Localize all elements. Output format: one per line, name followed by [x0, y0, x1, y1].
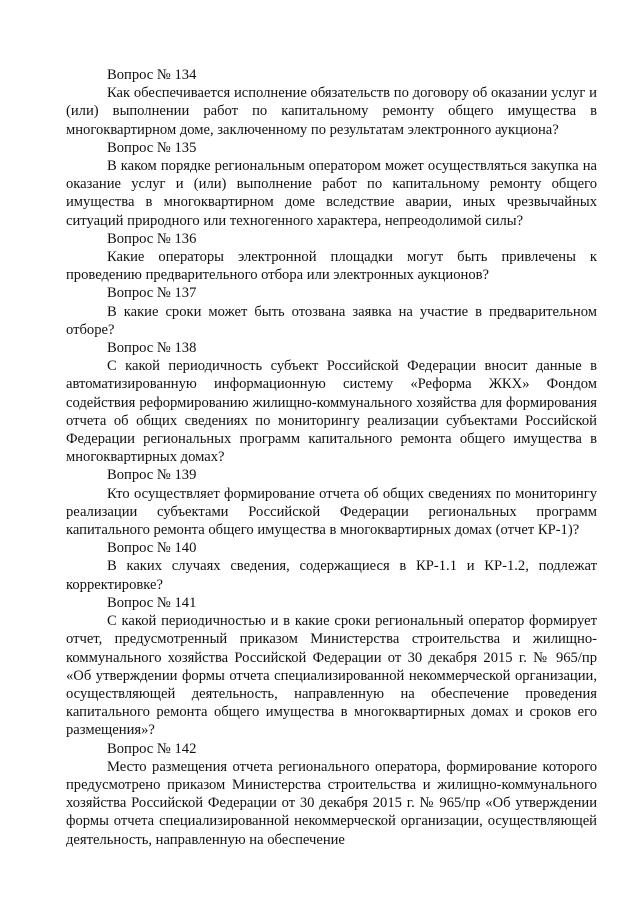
- question-text: Какие операторы электронной площадки могут быть привлечены к проведению предварительного отбора или электронных аукционов?: [66, 249, 597, 284]
- question-heading: Вопрос № 138: [107, 340, 197, 357]
- question-text: Место размещения отчета регионального оператора, формирование которого предусмотрено приказом Министерства строительства и жилищно-коммунального хозяйства Российской Федерации от 30 декабря 2015 г. № 965/пр «Об утверждении формы отчета специализированной некоммерческой организации, осуществляющей деятельность, направленную на обеспечение: [66, 758, 597, 848]
- question-text: С какой периодичность субъект Российской Федерации вносит данные в автоматизированную информационную систему «Реформа ЖКХ» Фондом содействия реформированию жилищно-коммунального хозяйства для формирования отчета об общих сведениях по мониторингу реализации субъектами Российской Федерации региональных программ капитального ремонта общего имущества в многоквартирных домах?: [66, 358, 597, 466]
- question-heading: Вопрос № 136: [107, 230, 197, 247]
- question-heading: Вопрос № 137: [107, 285, 197, 302]
- question-text: Как обеспечивается исполнение обязательств по договору об оказании услуг и (или) выполнении работ по капитальному ремонту общего имущества в многоквартирном доме, заключенному по результатам электронного аукциона?: [66, 85, 597, 138]
- question-text: Кто осуществляет формирование отчета об общих сведениях по мониторингу реализации субъектами Российской Федерации региональных программ капитального ремонта общего имущества в многоквартирных домах (отчет КР-1)?: [66, 485, 597, 539]
- question-text: В каком порядке региональным оператором может осуществляться закупка на оказание услуг и (или) выполнение работ по капитальному ремонту общего имущества в многоквартирном доме вследствие аварии, иных чрезвычайных ситуаций природного или техногенного характера, непреодолимой силы?: [66, 158, 597, 229]
- question-text: С какой периодичностью и в какие сроки региональный оператор формирует отчет, предусмотренный приказом Министерства строительства и жилищно-коммунального хозяйства Российской Федерации от 30 декабря 2015 г. № 965/пр «Об утверждении формы отчета специализированной некоммерческой организации, осуществляющей деятельность, направленную на обеспечение проведения капитального ремонта общего имущества в многоквартирных домах и сроков его размещения»?: [66, 613, 597, 739]
- question-heading: Вопрос № 135: [107, 139, 197, 156]
- question-heading: Вопрос № 142: [107, 740, 197, 757]
- question-heading: Вопрос № 141: [107, 594, 197, 611]
- question-heading: Вопрос № 134: [107, 67, 197, 83]
- question-text: В каких случаях сведения, содержащиеся в КР-1.1 и КР-1.2, подлежат корректировке?: [66, 558, 597, 593]
- question-heading: Вопрос № 140: [107, 540, 197, 557]
- question-text: В какие сроки может быть отозвана заявка на участие в предварительном отборе?: [66, 303, 597, 338]
- question-heading: Вопрос № 139: [107, 467, 197, 484]
- question-list: [66, 66, 597, 849]
